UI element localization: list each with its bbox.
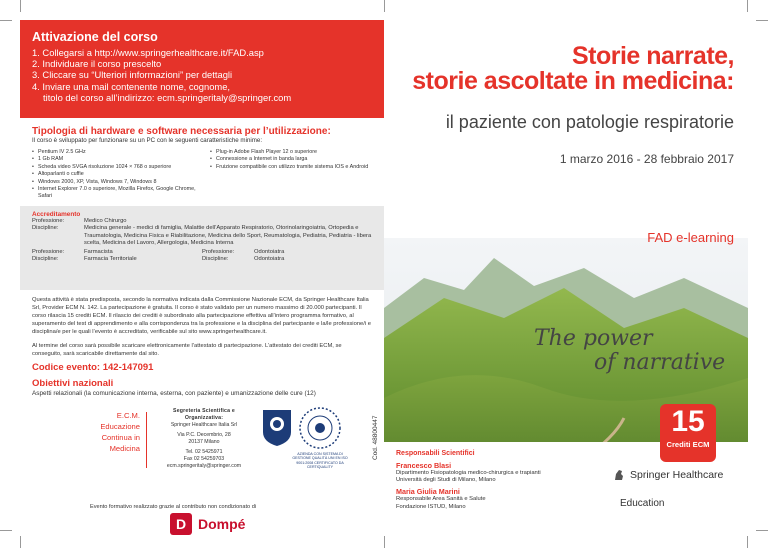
objectives-title: Obiettivi nazionali — [32, 378, 114, 389]
list-item: • Fruizione compatibile con utilizzo tramite sistema IOS e Android — [210, 164, 370, 171]
credits-badge — [660, 404, 716, 462]
list-item: • Scheda video SVGA risoluzione 1024 × 768 o superiore — [32, 164, 202, 171]
crop-mark — [756, 530, 768, 531]
list-item: • Connessione a Internet in banda larga — [210, 156, 370, 163]
row-value: Odontoiatra — [254, 249, 285, 256]
right-panel — [384, 20, 748, 530]
crop-mark — [384, 0, 385, 12]
managers-title: Responsabili Scientifici — [396, 450, 475, 457]
title-line: Storie narrate, — [571, 42, 734, 70]
list-item: • Altoparlanti o cuffie — [32, 171, 202, 178]
list-item: • Windows 2000, XP, Vista, Windows 7, Windows 8 — [32, 179, 202, 186]
crop-mark — [0, 530, 12, 531]
affiliation-line: Responsabile Area Sanità e Salute — [396, 496, 486, 503]
manager-name: Francesco Blasi — [396, 461, 452, 470]
hardware-col1 — [32, 149, 202, 201]
secretariat — [156, 408, 252, 470]
accreditation-box — [20, 206, 384, 290]
certification-text: AZIENDA CON SISTEMA DI GESTIONE QUALITÀ UNI EN ISO 9001:2008 CERTIFICATO DA CERTIQUALITY — [292, 452, 348, 470]
accredia-logo — [260, 408, 294, 448]
ecm-label — [88, 410, 140, 454]
row-value: Farmacista — [84, 249, 113, 256]
ecm-line: Continua in — [101, 433, 140, 442]
left-panel — [20, 20, 384, 530]
secretariat-head: Segreteria Scientifica e Organizzativa: — [173, 408, 235, 421]
list-item: • Pentium IV 2.5 GHz — [32, 149, 202, 156]
fad-label: FAD e-learning — [647, 230, 734, 245]
activation-step: 4. Inviare una mail contenente nome, cognome, — [32, 80, 231, 92]
activation-step: titolo del corso all’indirizzo: ecm.springeritaly@springer.com — [43, 91, 292, 103]
sponsor-name: Dompé — [198, 516, 246, 532]
affiliation-line: Fondazione ISTUD, Milano — [396, 503, 466, 510]
divider — [146, 412, 147, 468]
tagline-line: The power — [534, 326, 653, 351]
accreditation-pair — [32, 249, 372, 264]
secretariat-line: Springer Healthcare Italia Srl — [170, 422, 238, 428]
course-dates: 1 marzo 2016 - 28 febbraio 2017 — [559, 152, 734, 166]
list-item: • Plug-in Adobe Flash Player 12 o superiore — [210, 149, 370, 156]
accreditation-row — [202, 249, 284, 256]
manager-name: Maria Giulia Marini — [396, 487, 460, 497]
springer-name: Springer Healthcare — [630, 469, 724, 481]
hardware-subtitle: Il corso è sviluppato per funzionare su un PC con le seguenti caratteristiche minime: — [32, 137, 263, 144]
affiliation-line: Dipartimento Fisiopatologia medico-chirurgica e trapianti — [396, 470, 541, 476]
crop-mark — [747, 0, 748, 12]
accreditation-row — [32, 218, 372, 225]
crop-mark — [20, 536, 21, 548]
accreditation-row — [32, 256, 202, 263]
course-subtitle: il paziente con patologie respiratorie — [445, 112, 734, 132]
crop-mark — [756, 20, 768, 21]
funder-text: Evento formativo realizzato grazie al contributo non condizionato di — [90, 504, 257, 510]
title-line: storie ascoltate in medicina: — [412, 67, 734, 95]
row-value: Odontoiatra — [254, 256, 285, 263]
accreditation-col — [32, 249, 202, 264]
secretariat-line: Fax 02 54259703 — [183, 456, 225, 462]
dompe-mark-icon: D — [170, 513, 192, 535]
activation-title: Attivazione del corso — [32, 30, 158, 44]
accreditation-row — [202, 256, 284, 263]
row-key: Professione: — [202, 249, 235, 256]
crop-mark — [20, 0, 21, 12]
hardware-section — [32, 126, 372, 201]
row-key: Discipline: — [32, 225, 59, 232]
course-title — [412, 44, 734, 94]
ecm-line: Medicina — [109, 444, 140, 453]
activation-box — [20, 20, 384, 118]
row-value: Medicina generale - medici di famiglia, Malattie dell’Apparato Respiratorio, Otorinolaringoiatria, Ortopedia e Traumatologia, Medicina Fisica e Riabilitazione, Medicina dello Sport, Reumatologia, Pediatria, Pediatria - libera scelta, Medicina del Lavoro, Allergologia, Medicina Interna — [84, 225, 372, 246]
accreditation-row — [32, 249, 202, 256]
accreditation-col — [202, 249, 284, 264]
activation-step: 1. Collegarsi a http://www.springerhealthcare.it/FAD.asp — [32, 47, 264, 58]
code-number: Cod. 48800447 — [372, 415, 379, 460]
hardware-title: Tipologia di hardware e software necessaria per l’utilizzazione: — [32, 126, 331, 137]
accreditation-label: Accreditamento — [32, 211, 81, 218]
objectives-text: Aspetti relazionali (la comunicazione interna, esterna, con paziente) e umanizzazione delle cure (12) — [32, 390, 316, 397]
education-label: Education — [620, 498, 665, 509]
credits-label: Crediti ECM — [666, 440, 710, 449]
row-key: Professione: — [32, 249, 65, 256]
row-key: Discipline: — [202, 256, 229, 263]
tagline-line: of narrative — [594, 350, 726, 375]
secretariat-line: Tel. 02 5425971 — [185, 449, 223, 455]
ecm-line: E.C.M. — [116, 411, 140, 420]
affiliation-line: Università degli Studi di Milano, Milano — [396, 477, 496, 484]
list-item: • Internet Explorer 7.0 o superiore, Mozilla Firefox, Google Chrome, Safari — [32, 186, 202, 201]
hardware-col2 — [210, 149, 370, 201]
springer-horse-icon — [612, 468, 626, 482]
ecm-line: Educazione — [100, 422, 140, 431]
certificate-paragraph: Al termine del corso sarà possibile scaricare elettronicamente l’attestato di partecipazione. L’attestato dei crediti ECM, se conseguito, sarà scaricabile direttamente dal sito. — [32, 343, 342, 357]
credits-number: 15 — [671, 405, 705, 438]
crop-mark — [747, 536, 748, 548]
activation-step: 3. Cliccare su “Ulteriori informazioni” per dettagli — [32, 69, 233, 81]
secretariat-line: 20137 Milano — [188, 439, 220, 445]
manager-affiliation — [396, 496, 736, 510]
certification-seal-icon — [298, 406, 342, 450]
course-info-paragraph: Questa attività è stata predisposta, secondo la normativa indicata dalla Commissione Nazionale ECM, da Springer Healthcare Italia Srl, Provider ECM N. 142. La partecipazione è gratuita. Il corso è stato validato per un numero massimo di 20.000 partecipanti. Il corso rilascia 15 crediti ECM. Il rilascio dei crediti è subordinato alla partecipazione effettiva all’intero programma formativo, al superamento del test di apprendimento e alla corrispondenza tra la professione e la disciplina del partecipante e la/le professione/i e disciplina/e per le quali l’evento è accreditato, verificabile sul sito www.springerhealthcare.it. — [32, 297, 372, 335]
crop-mark — [0, 20, 12, 21]
accreditation-row — [32, 225, 372, 247]
secretariat-line: Via P.C. Decembrio, 28 — [177, 432, 231, 438]
row-key: Discipline: — [32, 256, 59, 263]
row-value: Medico Chirurgo — [84, 218, 127, 224]
dompe-logo — [170, 513, 245, 535]
event-code: Codice evento: 142-147091 — [32, 362, 154, 373]
list-item: • 1 Gb RAM — [32, 156, 202, 163]
row-key: Professione: — [32, 218, 65, 224]
springer-logo — [612, 468, 723, 482]
row-value: Farmacia Territoriale — [84, 256, 137, 263]
hardware-list — [32, 149, 372, 201]
activation-step: 2. Individuare il corso prescelto — [32, 58, 162, 70]
secretariat-line: ecm.springeritaly@springer.com — [166, 463, 242, 469]
crop-mark — [384, 536, 385, 548]
